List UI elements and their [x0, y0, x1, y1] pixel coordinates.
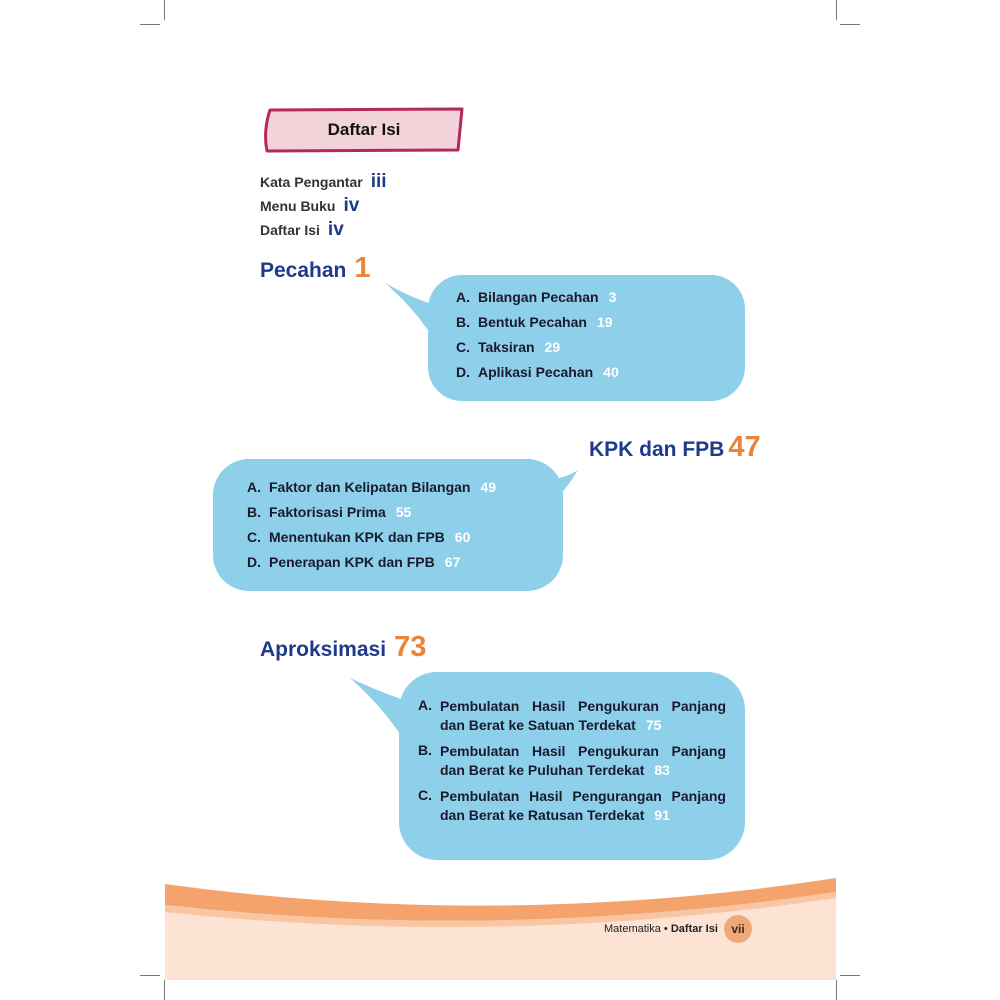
section-title: Faktor dan Kelipatan Bilangan — [269, 479, 471, 495]
section-page: 67 — [444, 554, 461, 570]
section-title: Aplikasi Pecahan — [478, 364, 594, 380]
footer-section: Daftar Isi — [670, 923, 718, 935]
front-matter-page: iv — [327, 219, 344, 240]
section-page: 75 — [645, 717, 662, 733]
section-title: Taksiran — [478, 339, 535, 355]
section-letter: D. — [456, 364, 470, 380]
section-title: Bilangan Pecahan — [478, 289, 599, 305]
section-letter: B. — [456, 314, 470, 330]
front-matter-label: Menu Buku — [260, 198, 336, 214]
chapter-page: 47 — [728, 431, 761, 463]
section-letter: A. — [456, 289, 470, 305]
section-page: 19 — [596, 314, 613, 330]
section-page: 91 — [654, 807, 670, 823]
section-page: 3 — [608, 289, 617, 305]
section-page: 83 — [654, 762, 670, 778]
section-title: Bentuk Pecahan — [478, 314, 587, 330]
section-letter: D. — [247, 554, 261, 570]
footer-separator: • — [663, 923, 668, 935]
chapter-title: Pecahan — [260, 259, 347, 282]
section-letter: A. — [418, 697, 432, 713]
footer-page-number: vii — [724, 915, 752, 943]
front-matter-page: iii — [370, 171, 387, 192]
section-title: Pembulatan Hasil Pengukuran Panjang dan Berat ke Puluhan Terdekat — [440, 743, 726, 778]
footer-subject: Matematika — [604, 923, 661, 935]
section-page: 55 — [395, 504, 412, 520]
section-letter: B. — [418, 742, 432, 758]
section-page: 29 — [544, 339, 561, 355]
chapter-page: 1 — [354, 252, 371, 284]
chapter-page: 73 — [394, 631, 427, 663]
section-title: Penerapan KPK dan FPB — [269, 554, 435, 570]
section-letter: C. — [456, 339, 470, 355]
section-page: 60 — [454, 529, 471, 545]
chapter-title: KPK dan FPB — [589, 438, 725, 461]
section-letter: C. — [247, 529, 261, 545]
section-page: 49 — [480, 479, 497, 495]
section-title: Menentukan KPK dan FPB — [269, 529, 445, 545]
front-matter-page: iv — [343, 195, 360, 216]
section-letter: C. — [418, 787, 432, 803]
footer-running-head — [604, 923, 718, 935]
chapter-title: Aproksimasi — [260, 638, 387, 661]
section-title: Faktorisasi Prima — [269, 504, 386, 520]
toc-title: Daftar Isi — [327, 120, 401, 139]
section-title: Pembulatan Hasil Pengukuran Panjang dan Berat ke Satuan Terdekat — [440, 698, 726, 733]
front-matter-label: Daftar Isi — [260, 222, 320, 238]
section-letter: B. — [247, 504, 261, 520]
front-matter-label: Kata Pengantar — [260, 174, 363, 190]
section-page: 40 — [603, 364, 619, 380]
section-title: Pembulatan Hasil Pengurangan Panjang dan Berat ke Ratusan Terdekat — [440, 788, 726, 823]
section-letter: A. — [247, 479, 261, 495]
